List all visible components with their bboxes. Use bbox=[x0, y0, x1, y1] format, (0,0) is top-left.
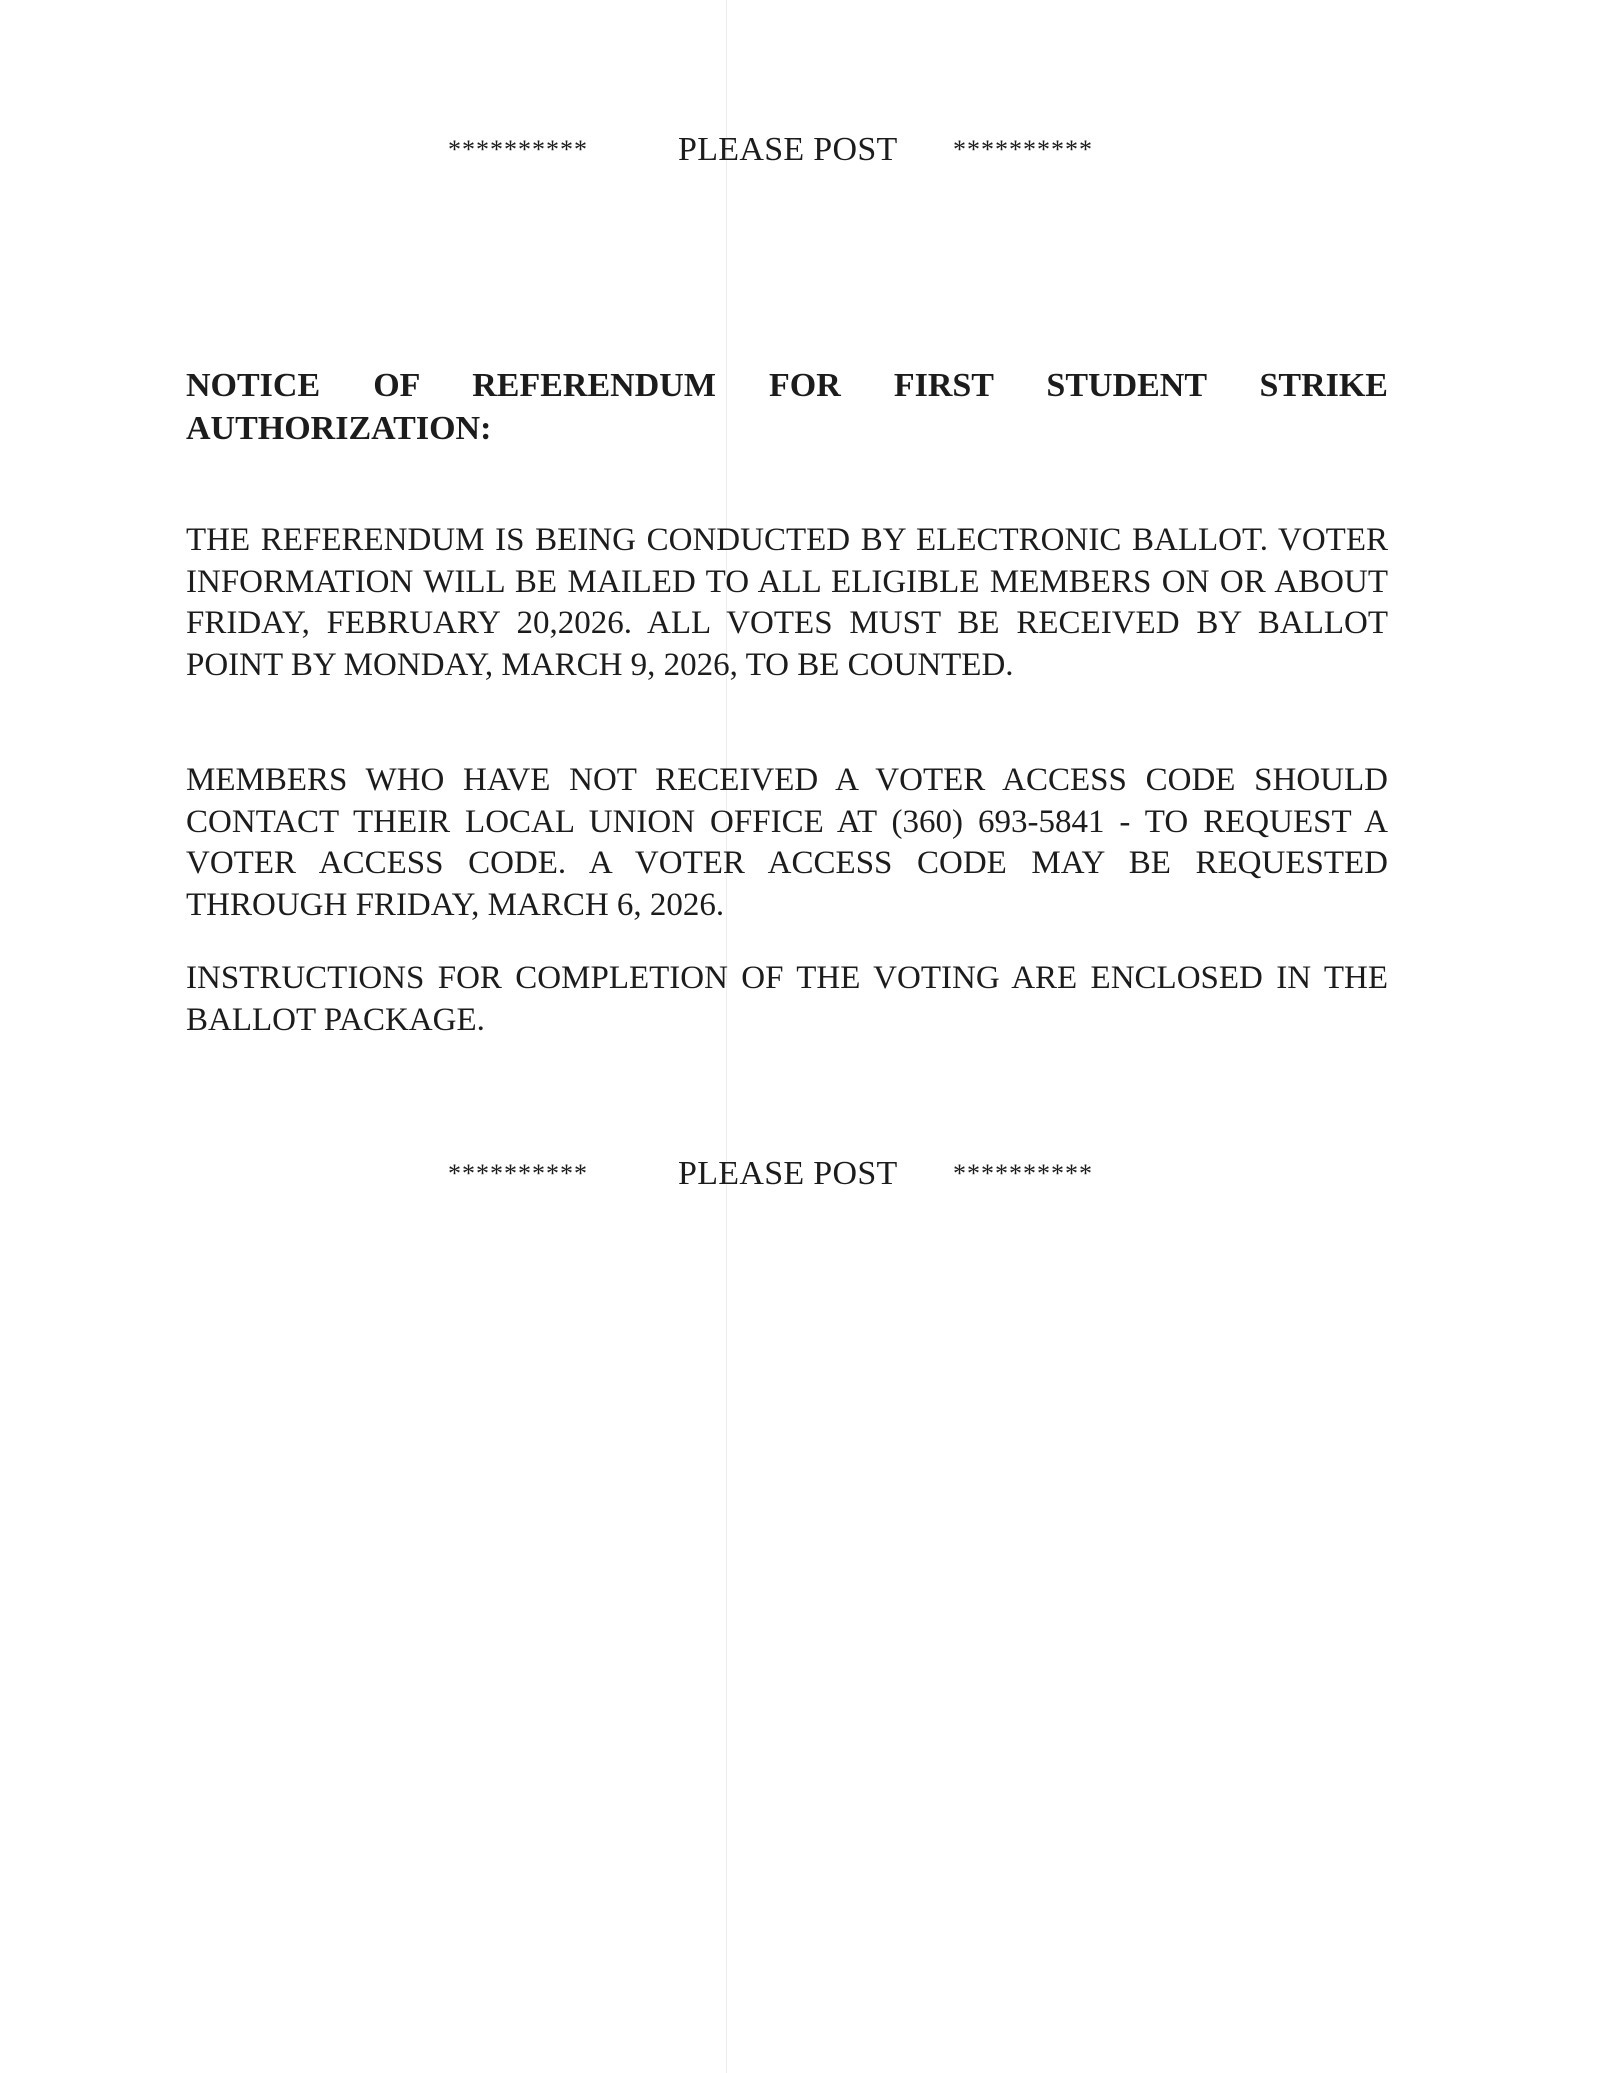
please-post-banner-top bbox=[0, 128, 1600, 172]
banner-label: PLEASE POST bbox=[678, 131, 898, 168]
banner-stars-right: ********** bbox=[953, 1159, 1093, 1188]
please-post-banner-bottom bbox=[0, 1152, 1600, 1196]
banner-stars-left: ********** bbox=[448, 135, 588, 164]
paragraph-access-code: MEMBERS WHO HAVE NOT RECEIVED A VOTER ACCESS CODE SHOULD CONTACT THEIR LOCAL UNION OFFICE AT (360) 693-5841 - TO REQUEST A VOTER ACCESS CODE. A VOTER ACCESS CODE MAY BE REQUESTED THROUGH FRIDAY, MARCH 6, 2026. bbox=[186, 762, 1388, 923]
notice-heading bbox=[186, 364, 1388, 450]
heading-line-1: NOTICE OF REFERENDUM FOR FIRST STUDENT STRIKE bbox=[186, 367, 1388, 404]
paragraph-voting-method: THE REFERENDUM IS BEING CONDUCTED BY ELECTRONIC BALLOT. VOTER INFORMATION WILL BE MAILED TO ALL ELIGIBLE MEMBERS ON OR ABOUT FRIDAY, FEBRUARY 20,2026. ALL VOTES MUST BE RECEIVED BY BALLOT POINT BY MONDAY, MARCH 9, 2026, TO BE COUNTED. bbox=[186, 522, 1388, 683]
heading-line-2: AUTHORIZATION: bbox=[186, 410, 492, 447]
banner-label: PLEASE POST bbox=[678, 1155, 898, 1192]
paragraph-instructions: INSTRUCTIONS FOR COMPLETION OF THE VOTING ARE ENCLOSED IN THE BALLOT PACKAGE. bbox=[186, 960, 1388, 1038]
banner-stars-left: ********** bbox=[448, 1159, 588, 1188]
banner-stars-right: ********** bbox=[953, 135, 1093, 164]
